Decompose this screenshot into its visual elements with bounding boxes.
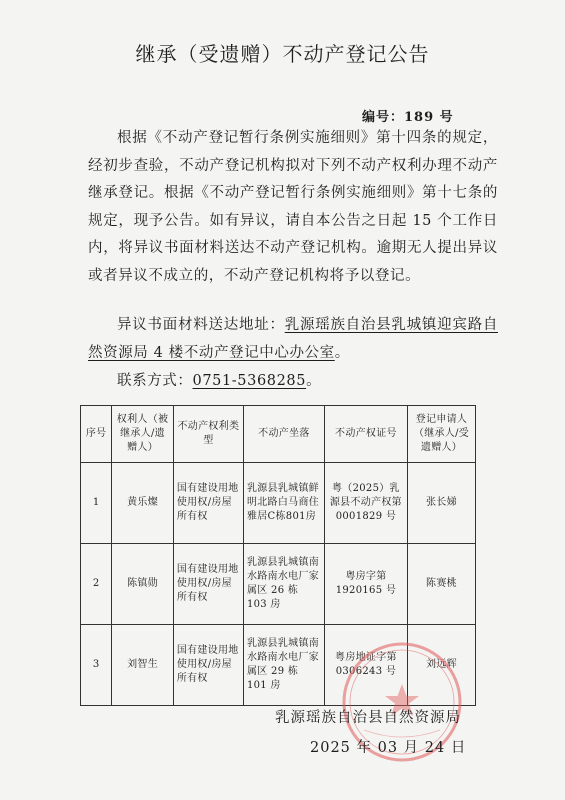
cell-type: 国有建设用地使用权/房屋所有权 bbox=[173, 544, 243, 625]
cell-seq: 1 bbox=[81, 463, 112, 544]
table-row bbox=[81, 544, 476, 625]
page-title: 继承（受遗赠）不动产登记公告 bbox=[135, 42, 430, 66]
cell-location: 乳源县乳城镇鲜明北路白马商住雅居C栋801房 bbox=[243, 463, 324, 544]
header-seq: 序号 bbox=[81, 406, 112, 463]
table-header-row bbox=[81, 406, 476, 463]
cell-location: 乳源县乳城镇南水路南水电厂家属区 29 栋 101 房 bbox=[243, 625, 324, 706]
cell-type: 国有建设用地使用权/房屋所有权 bbox=[173, 625, 243, 706]
cell-seq: 3 bbox=[81, 625, 112, 706]
cell-applicant: 陈赛桃 bbox=[407, 544, 475, 625]
signature-org: 乳源瑶族自治县自然资源局 bbox=[275, 710, 461, 726]
signature-date: 2025 年 03 月 24 日 bbox=[310, 740, 467, 756]
cell-location: 乳源县乳城镇南水路南水电厂家属区 26 栋 103 房 bbox=[243, 544, 324, 625]
header-location: 不动产坐落 bbox=[243, 406, 324, 463]
paragraph-contact bbox=[88, 368, 498, 396]
doc-number: 编号：189 号 bbox=[362, 110, 454, 125]
contact-phone: 0751-5368285 bbox=[192, 373, 307, 389]
header-cert: 不动产权证号 bbox=[324, 406, 407, 463]
cell-holder: 黄乐燦 bbox=[112, 463, 174, 544]
cell-seq: 2 bbox=[81, 544, 112, 625]
contact-label: 联系方式： bbox=[117, 373, 193, 389]
cell-cert: 粤（2025）乳源县不动产权第 0001829 号 bbox=[324, 463, 407, 544]
cell-holder: 陈镇勋 bbox=[112, 544, 174, 625]
header-type: 不动产权利类型 bbox=[173, 406, 243, 463]
objection-label: 异议书面材料送达地址： bbox=[117, 317, 285, 333]
cell-cert: 粤房字第 1920165 号 bbox=[324, 544, 407, 625]
paragraph-objection-address bbox=[88, 312, 498, 367]
cell-type: 国有建设用地使用权/房屋所有权 bbox=[173, 463, 243, 544]
contact-end: 。 bbox=[306, 373, 322, 389]
cell-cert: 粤房地证字第 0306243 号 bbox=[324, 625, 407, 706]
header-holder: 权利人（被继承人/遗赠人） bbox=[112, 406, 174, 463]
objection-address: 乳源瑶族自治县乳城镇迎宾路自然资源局 4 楼不动产登记中心办公室 bbox=[88, 317, 498, 361]
cell-holder: 刘智生 bbox=[112, 625, 174, 706]
objection-end: 。 bbox=[334, 344, 350, 361]
cell-applicant: 刘远辉 bbox=[407, 625, 475, 706]
paragraph-legal-basis: 根据《不动产登记暂行条例实施细则》第十四条的规定，经初步查验，不动产登记机构拟对下列不动产权利办理不动产继承登记。根据《不动产登记暂行条例实施细则》第十七条的规定，现予公告。如有异议，请自本公告之日起 15 个工作日内，将异议书面材料送达不动产登记机构。逾期无人提出异议或者异议不成立的，不动产登记机构将予以登记。 bbox=[88, 130, 498, 284]
cell-applicant: 张长娣 bbox=[407, 463, 475, 544]
table-row bbox=[81, 463, 476, 544]
header-applicant: 登记申请人（继承人/受遗赠人） bbox=[407, 406, 475, 463]
